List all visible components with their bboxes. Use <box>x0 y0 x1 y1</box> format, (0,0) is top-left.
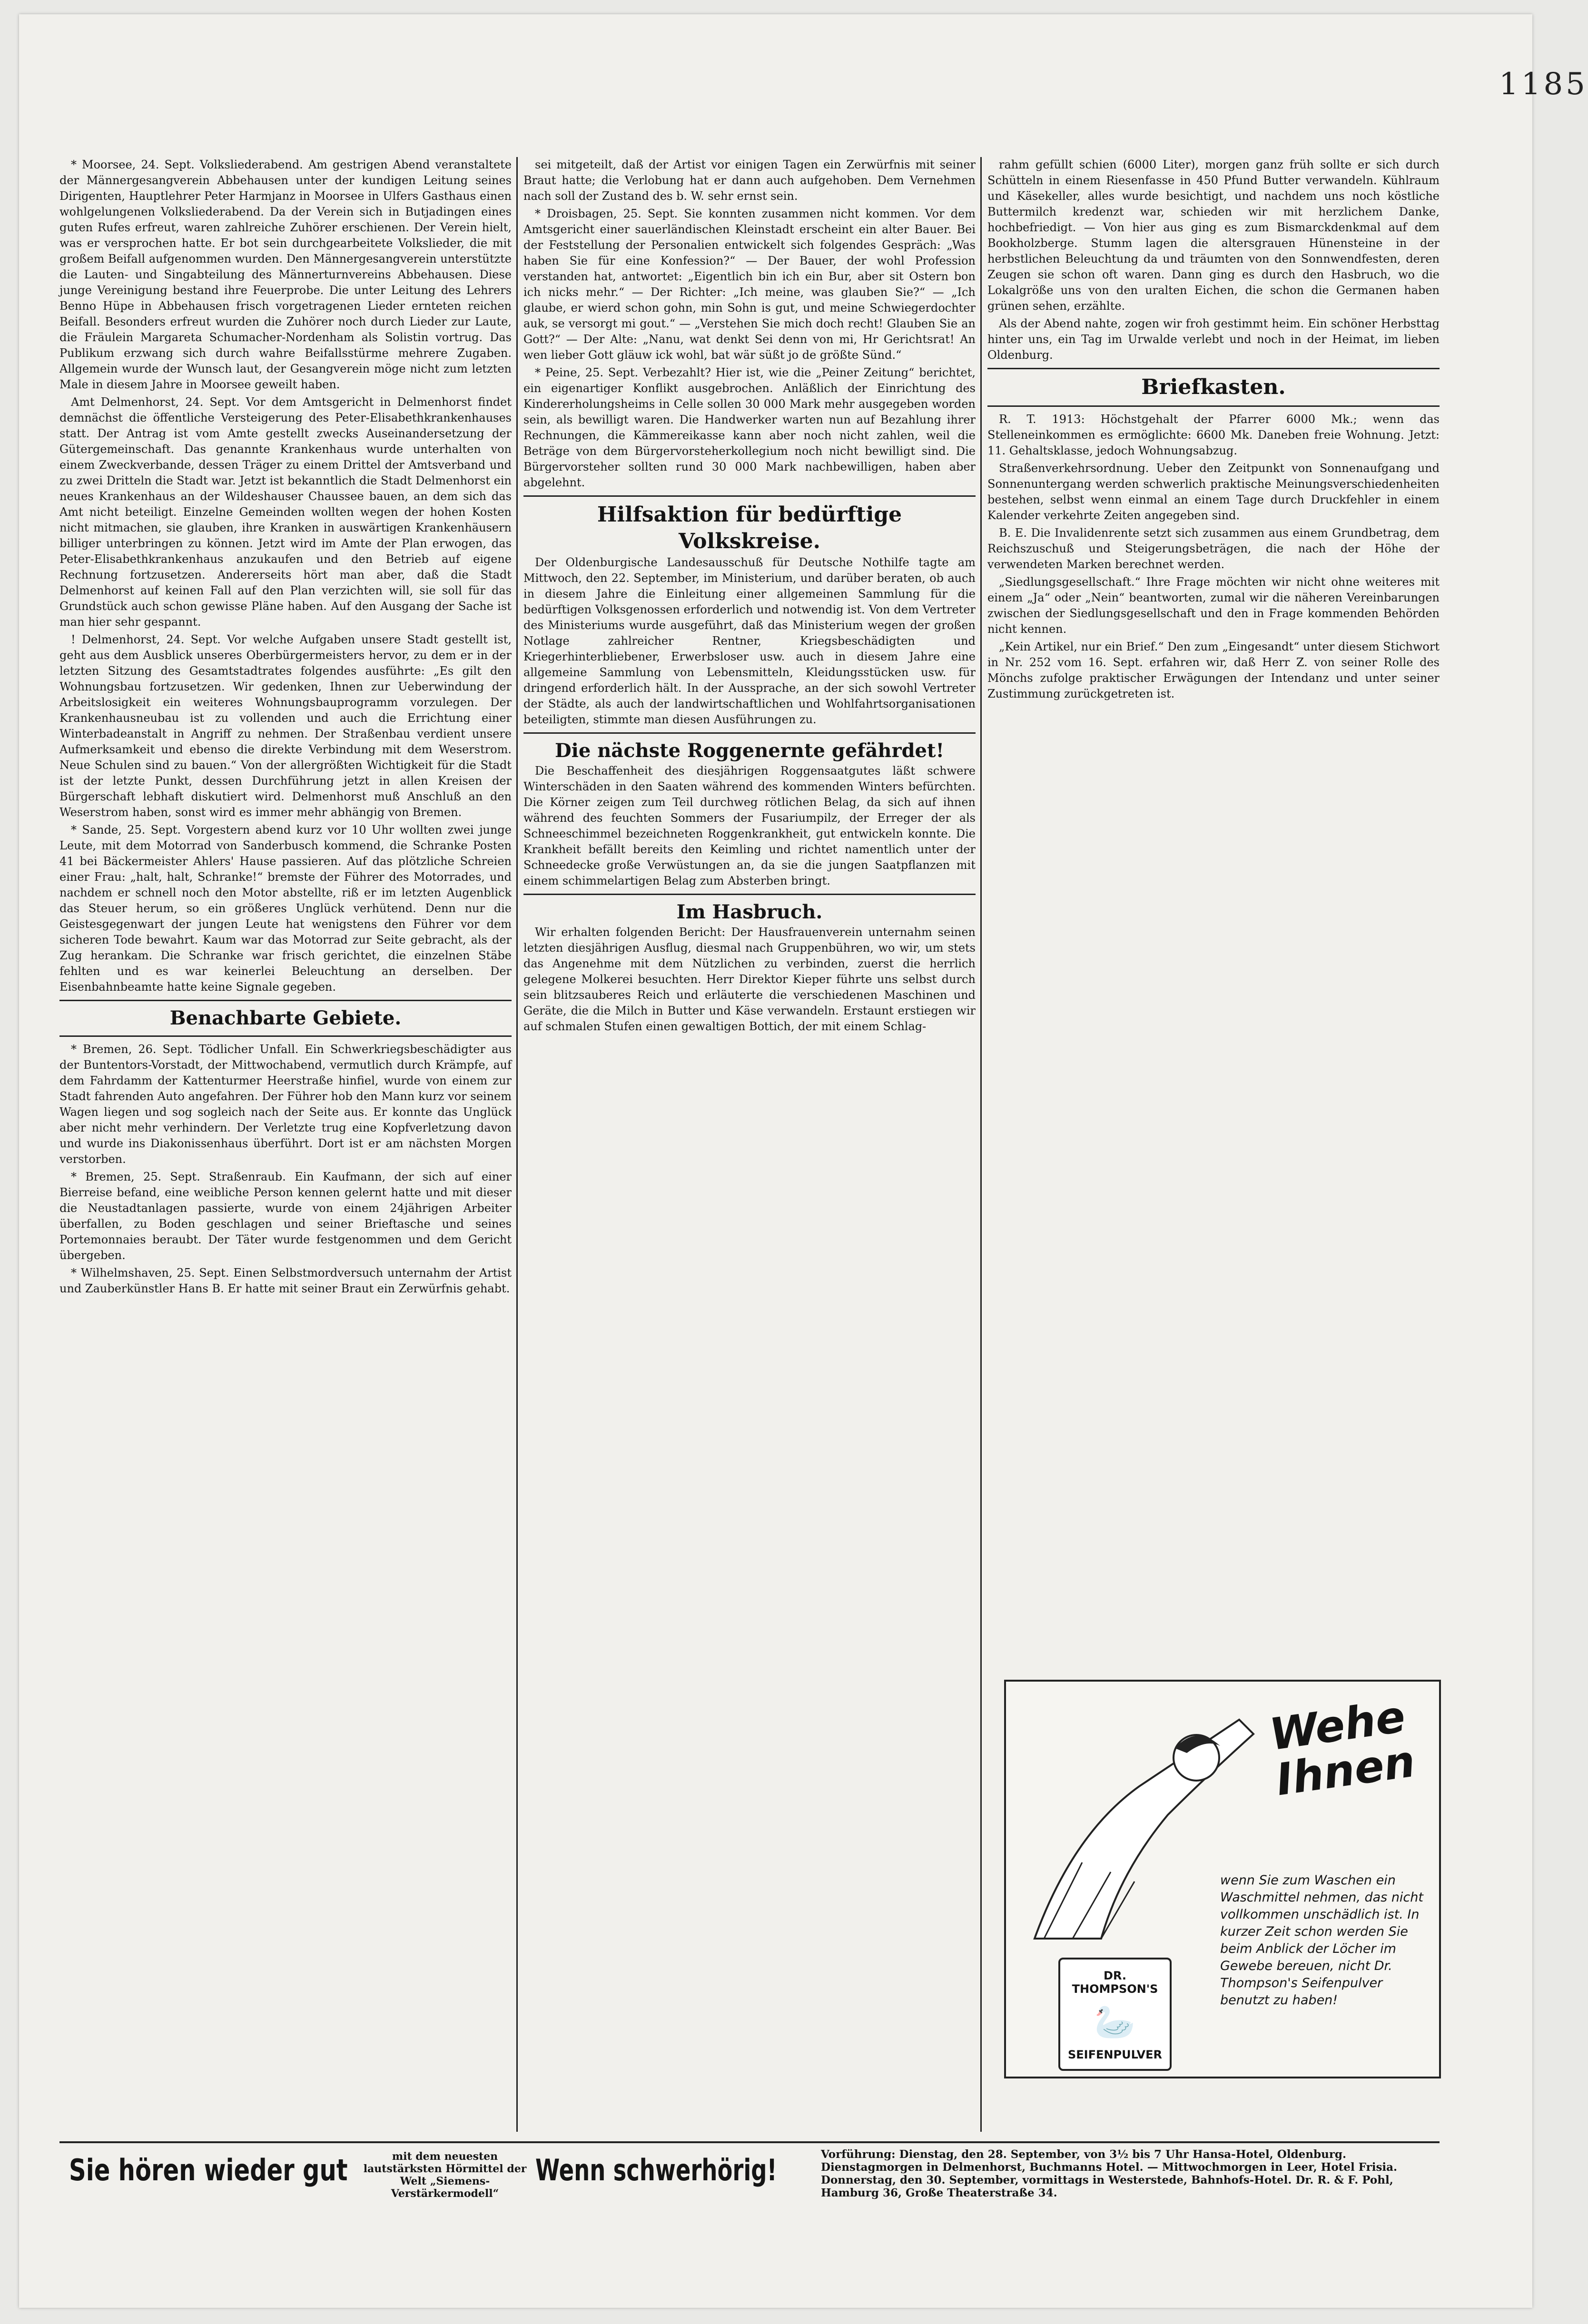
footer-ad-info: Vorführung: Dienstag, den 28. September, von 3½ bis 7 Uhr Hansa-Hotel, Oldenburg. Dienstagmorgen in Delmenhorst, Buchmanns Hotel. — Mittwochmorgen in Leer, Hotel Frisia. Donnerstag, den 30. September, vormittags in Westerstede, Bahnhofs-Hotel. Dr. R. & F. Pohl, Hamburg 36, Große Theaterstraße 34. <box>821 2148 1398 2199</box>
footer-ad-right: Wenn schwerhörig! <box>535 2153 777 2187</box>
column-rule <box>516 157 518 2132</box>
column-rule <box>980 157 982 2132</box>
divider <box>987 368 1440 369</box>
article-continuation: sei mitgeteilt, daß der Artist vor einigen Tagen ein Zerwürfnis mit seiner Braut hatte; die Verlobung hat er dann auch aufgehoben. Dem Vernehmen nach soll der Zustand des b. W. sehr ernst sein. <box>523 158 976 203</box>
product-box <box>1058 1958 1172 2071</box>
page-number: 1185 <box>1499 67 1588 102</box>
divider <box>523 732 976 734</box>
footer-ad <box>59 2141 1440 2205</box>
article-delmenhorst: ! Delmenhorst, 24. Sept. Vor welche Aufgaben unsere Stadt gestellt ist, geht aus dem Ausblick unseres Oberbürgermeisters hervor, zu dem er in der letzten Sitzung des Gesamtstadtrates folgendes ausführte: „Es gilt den Wohnungsbau fortzusetzen. Wir gedenken, Ihnen zur Ueberwindung der Arbeitslosigkeit ein weiteres Wohnungsbauprogramm vorzulegen. Der Krankenhausneubau ist zu vollenden und auch die Errichtung einer Winterbadeanstalt in Angriff zu nehmen. Der Straßenbau verdient unsere Aufmerksamkeit und ebenso die direkte Verbindung mit dem Weserstrom. Neue Schulen sind zu bauen.“ Von der allergrößten Wichtigkeit für die Stadt ist der letzte Punkt, dessen Durchführung jetzt in allen Kreisen der Bürgerschaft lebhaft diskutiert wird. Delmenhorst muß Anschluß an den Weserstrom haben, sonst wird es immer mehr abhängig von Bremen. <box>59 633 512 819</box>
column-1 <box>59 157 512 2151</box>
ad-headline: Wehe Ihnen <box>1266 1691 1419 1806</box>
newspaper-page <box>19 14 1588 2308</box>
mail-item: „Kein Artikel, nur ein Brief.“ Den zum „Eingesandt“ unter diesem Stichwort in Nr. 252 vom 16. Sept. erfahren wir, daß Herr Z. von seiner Rolle des Mönchs zufolge praktischer Erwägungen der Intendanz und unter seiner Zustimmung zurückgetreten ist. <box>987 640 1440 700</box>
article-hasbruch-cont: rahm gefüllt schien (6000 Liter), morgen ganz früh sollte er sich durch Schütteln in einem Riesenfasse in 450 Pfund Butter verwandeln. Kühlraum und Käsekeller, alles wurde besichtigt, und nachdem uns noch köstliche Buttermilch kredenzt war, schieden wir mit herzlichem Danke, hochbefriedigt. — Von hier aus ging es zum Bismarckdenkmal auf dem Bookholzberge. Stumm lagen die altersgrauen Hünensteine in der herbstlichen Beleuchtung da und träumten von den Sonnwendfesten, deren Zeugen sie schon oft waren. Dann ging es durch den Hasbruch, wo die Lokalgröße uns von den uralten Eichen, die schon die Germanen haben grünen sehen, erzählte. <box>987 158 1440 313</box>
mail-item: R. T. 1913: Höchstgehalt der Pfarrer 6000 Mk.; wenn das Stelleneinkommen es ermöglichte: 6600 Mk. Daneben freie Wohnung. Jetzt: 11. Gehaltsklasse, jedoch Wohnungsabzug. <box>987 413 1440 457</box>
heading-hasbruch: Im Hasbruch. <box>676 901 823 923</box>
box-product: SEIFENPULVER <box>1068 2048 1162 2061</box>
ad-text: wenn Sie zum Waschen ein Waschmittel nehmen, das nicht vollkommen unschädlich ist. In kurzer Zeit schon werden Sie beim Anblick der Löcher im Gewebe bereuen, nicht Dr. Thompson's Seifenpulver benutzt zu haben! <box>1220 1873 1423 2008</box>
article-droisbagen: * Droisbagen, 25. Sept. Sie konnten zusammen nicht kommen. Vor dem Amtsgericht einer sauerländischen Kleinstadt erscheint ein alter Bauer. Bei der Feststellung der Personalien entwickelt sich folgendes Gespräch: „Was haben Sie für eine Konfession?“ — Der Bauer, der wohl Profession verstanden hat, antwortet: „Eigentlich bin ich ein Bur, aber sit Ostern bon ich nicks mehr.“ — Der Richter: „Ich meine, was glauben Sie?“ — „Ich glaube, er wierd schon gohn, min Sohn is gut, und meine Schwiegerdochter auk, se versorgt mi gout.“ — „Verstehen Sie mich doch recht! Glauben Sie an Gott?“ — Der Alte: „Nanu, wat denkt Sei denn von mi, Hr Gerichtsrat! An wen lieber Gott gläuw ick wohl, bat wär süßt jo de größte Sünd.“ <box>523 207 976 362</box>
article-help: Der Oldenburgische Landesausschuß für Deutsche Nothilfe tagte am Mittwoch, den 22. September, im Ministerium, und darüber beraten, ob auch in diesem Jahre die Einleitung einer allgemeinen Sammlung für die bedürftigen Volksgenossen erforderlich und notwendig ist. Von dem Vertreter des Ministeriums wurde ausgeführt, daß das Ministerium wegen der großen Notlage zahlreicher Rentner, Kriegsbeschädigten und Kriegerhinterbliebener, Erwerbsloser usw. auch in diesem Jahre eine allgemeine Sammlung von Lebensmitteln, Kleidungsstücken usw. für dringend erforderlich hält. In der Aussprache, an der sich sowohl Vertreter der Städte, als auch der landwirtschaftlichen und Wohlfahrtsorganisationen beteiligten, stimmte man diesen Ausführungen zu. <box>523 556 976 726</box>
heading-help: Hilfsaktion für bedürftige Volkskreise. <box>597 502 902 553</box>
mail-item: „Siedlungsgesellschaft.“ Ihre Frage möchten wir nicht ohne weiteres mit einem „Ja“ oder „Nein“ beantworten, zumal wir die näheren Vereinbarungen zwischen der Siedlungsgesellschaft und den in Frage kommenden Behörden nicht kennen. <box>987 575 1440 636</box>
swan-icon: 🦢 <box>1094 2002 1136 2041</box>
article-moorsee: * Moorsee, 24. Sept. Volksliederabend. Am gestrigen Abend veranstaltete der Männergesangverein Abbehausen unter der kundigen Leitung seines Dirigenten, Hauptlehrer Peter Harmjanz in Moorsee in Ulfers Gasthaus einen wohlgelungenen Volksliederabend. Da der Verein sich in Butjadingen eines guten Rufes erfreut, waren zahlreiche Zuhörer erschienen. Der Verein hielt, was er versprochen hatte. Er bot sein durchgearbeitete Volkslieder, die mit großem Beifall aufgenommen wurden. Den Männergesangverein unterstützte die Lauten- und Singabteilung des Männerturnvereins Abbehausen. Diese junge Vereinigung bestand ihre Feuerprobe. Die unter Leitung des Lehrers Benno Hüpe in Abbehausen frisch vorgetragenen Lieder ernteten reichen Beifall. Besonders erfreut wurden die Zuhörer noch durch Lieder zur Laute, die Fräulein Margareta Schumacher-Nordenham als Solistin vortrug. Das Publikum erzwang sich durch wahre Beifallsstürme mehrere Zugaben. Allgemein wurde der Wunsch laut, der Gesangverein möge nicht zum letzten Male in diesem Jahre in Moorsee geweilt haben. <box>59 158 512 391</box>
article-sande: * Sande, 25. Sept. Vorgestern abend kurz vor 10 Uhr wollten zwei junge Leute, mit dem Motorrad von Sanderbusch kommend, die Schranke Posten 41 bei Bäckermeister Ahlers' Hause passieren. Auf das plötzliche Schreien einer Frau: „halt, halt, Schranke!“ bremste der Führer des Motorrades, und nachdem er schnell noch den Motor abstellte, riß er im letzten Augenblick das Steuer herum, so ein größeres Unglück verhütend. Denn nur die Geistesgegenwart der jungen Leute hat wenigstens den Führer vor dem sicheren Tode bewahrt. Kaum war das Motorrad zur Seite gebracht, als der Zug herankam. Die Schranke war frisch gerichtet, die einzelnen Stäbe fehlten und es war keinerlei Beleuchtung an derselben. Der Eisenbahnbeamte hatte keine Signale gegeben. <box>59 823 512 994</box>
heading-rye: Die nächste Roggenernte gefährdet! <box>554 739 945 762</box>
divider <box>523 894 976 895</box>
article-peine: * Peine, 25. Sept. Verbezahlt? Hier ist, wie die „Peiner Zeitung“ berichtet, ein eigenartiger Konflikt ausgebrochen. Anläßlich der Einrichtung des Kindererholungsheims in Celle sollen 30 000 Mark mehr ausgegeben worden sein, als bewilligt waren. Die Handwerker warten nun auf Bezahlung ihrer Rechnungen, die Kämmereikasse kann aber noch nicht zahlen, weil die Beträge von dem Bürgervorsteherkollegium noch nicht bewilligt sind. Die Bürgervorsteher sollten rund 30 000 Mark nachbewilligen, haben aber abgelehnt. <box>523 366 976 489</box>
article-bremen-accident: * Bremen, 26. Sept. Tödlicher Unfall. Ein Schwerkriegsbeschädigter aus der Buntentors-Vorstadt, der Mittwochabend, vermutlich durch Krämpfe, auf dem Fahrdamm der Kattenturmer Heerstraße hinfiel, wurde von einem zur Stadt fahrenden Auto angefahren. Der Führer hob den Mann kurz vor seinem Wagen liegen und sog sogleich nach der Seite aus. Er konnte das Unglück aber nicht mehr verhindern. Der Verletzte trug eine Kopfverletzung davon und wurde ins Diakonissenhaus überführt. Dort ist er am nächsten Morgen verstorben. <box>59 1043 512 1166</box>
article-bremen-robbery: * Bremen, 25. Sept. Straßenraub. Ein Kaufmann, der sich auf einer Bierreise befand, eine weibliche Person kennen gelernt hatte und mit dieser die Neustadtanlagen passierte, wurde von einem 24jährigen Arbeiter überfallen, zu Boden geschlagen und seiner Brieftasche und seines Portemonnaies beraubt. Der Täter wurde festgenommen und dem Gericht übergeben. <box>59 1170 512 1262</box>
divider <box>59 1035 512 1037</box>
article-hasbruch: Wir erhalten folgenden Bericht: Der Hausfrauenverein unternahm seinen letzten diesjährigen Ausflug, diesmal nach Gruppenbühren, wo wir, um stets das Angenehme mit dem Nützlichen zu verbinden, zuerst die herrlich gelegene Molkerei besuchten. Herr Direktor Kieper führte uns selbst durch sein blitzsauberes Reich und erläuterte die verschiedenen Maschinen und Geräte, die die Milch in Butter und Käse verwandeln. Erstaunt erstiegen wir auf schmalen Stufen einen gewaltigen Bottich, der mit einem Schlag- <box>523 926 976 1033</box>
mail-item: B. E. Die Invalidenrente setzt sich zusammen aus einem Grundbetrag, dem Reichszuschuß und Steigerungsbeträgen, die nach der Höhe der verwendeten Marken berechnet werden. <box>987 526 1440 571</box>
article-amt-delmenhorst: Amt Delmenhorst, 24. Sept. Vor dem Amtsgericht in Delmenhorst findet demnächst die öffentliche Versteigerung des Peter-Elisabethkrankenhauses statt. Der Antrag ist vom Amte gestellt zwecks Auseinandersetzung der Gütergemeinschaft. Das genannte Krankenhaus wurde unterhalten von einem Zweckverbande, dessen Träger zu einem Drittel der Amtsverband und zu zwei Dritteln die Stadt war. Jetzt ist bekanntlich die Stadt Delmenhorst ein neues Krankenhaus an der Wildeshauser Chaussee bauen, an dem sich das Amt nicht beteiligt. Einzelne Gemeinden wollten wegen der hohen Kosten nicht mitmachen, sie glauben, ihre Kranken in auswärtigen Krankenhäusern billiger unterbringen zu können. Jetzt wird im Amte der Plan erwogen, das Peter-Elisabethkrankenhaus anzukaufen und den Betrieb auf eigene Rechnung fortzusetzen. Andererseits hört man aber, daß die Stadt Delmenhorst auf keinen Fall auf den Plan verzichten will, sie soll für das Grundstück auch schon gewisse Pläne haben. Auf den Ausgang der Sache ist man hier sehr gespannt. <box>59 395 512 629</box>
column-2 <box>523 157 976 2151</box>
divider <box>987 405 1440 407</box>
divider <box>523 495 976 497</box>
heading-mail: Briefkasten. <box>1141 375 1286 399</box>
footer-ad-middle: mit dem neuesten lautstärksten Hörmittel der Welt „Siemens-Verstärkermodell“ <box>363 2150 527 2200</box>
divider <box>59 1000 512 1001</box>
footer-ad-left: Sie hören wieder gut <box>69 2153 348 2187</box>
advertisement <box>1004 1680 1441 2078</box>
box-brand: DR. THOMPSON'S <box>1072 1969 1158 1996</box>
article-rye: Die Beschaffenheit des diesjährigen Roggensaatgutes läßt schwere Winterschäden in den Saaten während des kommenden Winters befürchten. Die Körner zeigen zum Teil durchweg rötlichen Belag, da sich auf ihnen während des feuchten Sommers der Fusariumpilz, der Erreger der als Schneeschimmel bezeichneten Roggenkrankheit, gut entwickeln konnte. Die Krankheit befällt bereits den Keimling und richtet namentlich unter der Schneedecke große Verwüstungen an, da sie die jungen Saatpflanzen mit einem schimmelartigen Belag zum Absterben bringt. <box>523 764 976 887</box>
heading-neighbor: Benachbarte Gebiete. <box>169 1007 402 1029</box>
article-hasbruch-end: Als der Abend nahte, zogen wir froh gestimmt heim. Ein schöner Herbsttag hinter uns, ein Tag im Urwalde verlebt und noch in der Heimat, im lieben Oldenburg. <box>987 317 1440 362</box>
mail-item: Straßenverkehrsordnung. Ueber den Zeitpunkt von Sonnenaufgang und Sonnenuntergang werden schwerlich praktische Meinungsverschiedenheiten bestehen, selbst wenn einmal an einem Tage durch Druckfehler in einem Kalender verkehrte Zeiten angegeben sind. <box>987 462 1440 522</box>
article-wilhelmshaven: * Wilhelmshaven, 25. Sept. Einen Selbstmordversuch unternahm der Artist und Zauberkünstler Hans B. Er hatte mit seiner Braut ein Zerwürfnis gehabt. <box>59 1266 512 1295</box>
